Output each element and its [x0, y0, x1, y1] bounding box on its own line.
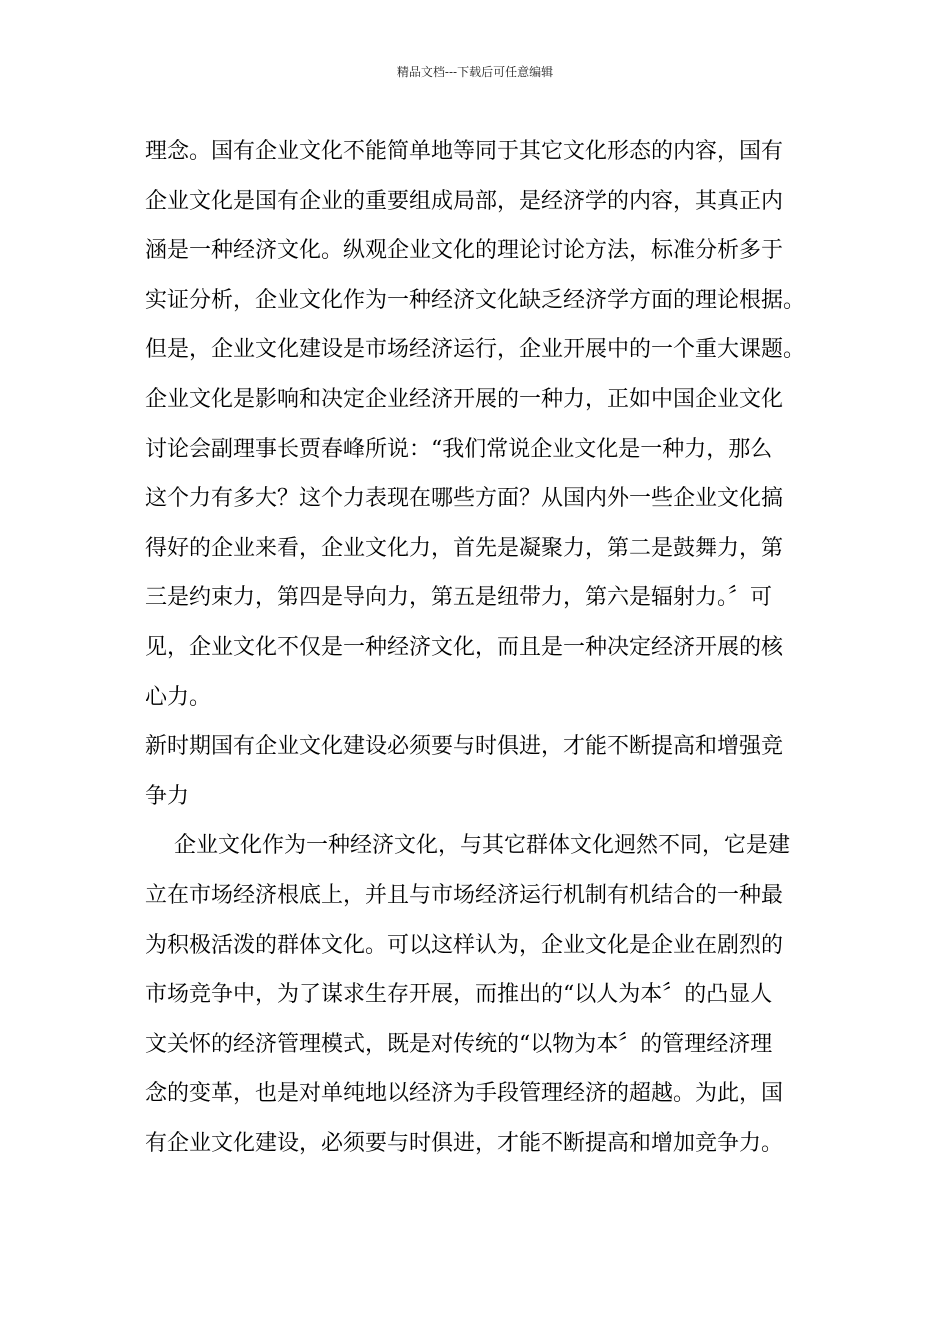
text-line: 文关怀的经济管理模式，既是对传统的“以物为本〞的管理经济理	[145, 1031, 773, 1057]
text-line: 这个力有多大？这个力表现在哪些方面？从国内外一些企业文化搞	[145, 486, 784, 512]
text-line: 有企业文化建设，必须要与时俱进，才能不断提高和增加竞争力。	[145, 1130, 784, 1156]
text-line: 见，企业文化不仅是一种经济文化，而且是一种决定经济开展的核	[145, 634, 784, 660]
text-line: 企业文化是国有企业的重要组成局部，是经济学的内容，其真正内	[145, 188, 784, 214]
text-line: 得好的企业来看，企业文化力，首先是凝聚力，第二是鼓舞力，第	[145, 535, 784, 561]
text-line: 为积极活泼的群体文化。可以这样认为，企业文化是企业在剧烈的	[145, 932, 784, 958]
section-heading	[145, 727, 810, 826]
text-line: 涵是一种经济文化。纵观企业文化的理论讨论方法，标准分析多于	[145, 238, 784, 264]
text-line: 立在市场经济根底上，并且与市场经济运行机制有机结合的一种最	[145, 882, 784, 908]
page-header: 精品文档---下载后可任意编辑	[396, 65, 554, 79]
text-line: 市场竞争中，为了谋求生存开展，而推出的“以人为本〞的凸显人	[145, 982, 773, 1008]
text-line: 念的变革，也是对单纯地以经济为手段管理经济的超越。为此，国	[145, 1081, 784, 1107]
heading-line: 新时期国有企业文化建设必须要与时俱进，才能不断提高和增强竞	[145, 734, 784, 760]
text-line: 实证分析，企业文化作为一种经济文化缺乏经济学方面的理论根据。	[145, 287, 806, 313]
text-line: 企业文化作为一种经济文化，与其它群体文化迥然不同，它是建	[174, 833, 791, 859]
text-line: 心力。	[145, 684, 212, 710]
paragraph-2	[145, 826, 810, 1173]
text-line: 企业文化是影响和决定企业经济开展的一种力，正如中国企业文化	[145, 386, 784, 412]
text-line: 理念。国有企业文化不能简单地等同于其它文化形态的内容，国有	[145, 139, 784, 164]
paragraph-1	[145, 132, 810, 727]
text-line: 三是约束力，第四是导向力，第五是纽带力，第六是辐射力。〞可	[145, 585, 773, 611]
heading-line: 争力	[145, 783, 190, 809]
text-line: 讨论会副理事长贾春峰所说：“我们常说企业文化是一种力，那么	[145, 436, 773, 462]
document-body	[145, 132, 810, 1173]
text-line: 但是，企业文化建设是市场经济运行，企业开展中的一个重大课题。	[145, 337, 806, 363]
